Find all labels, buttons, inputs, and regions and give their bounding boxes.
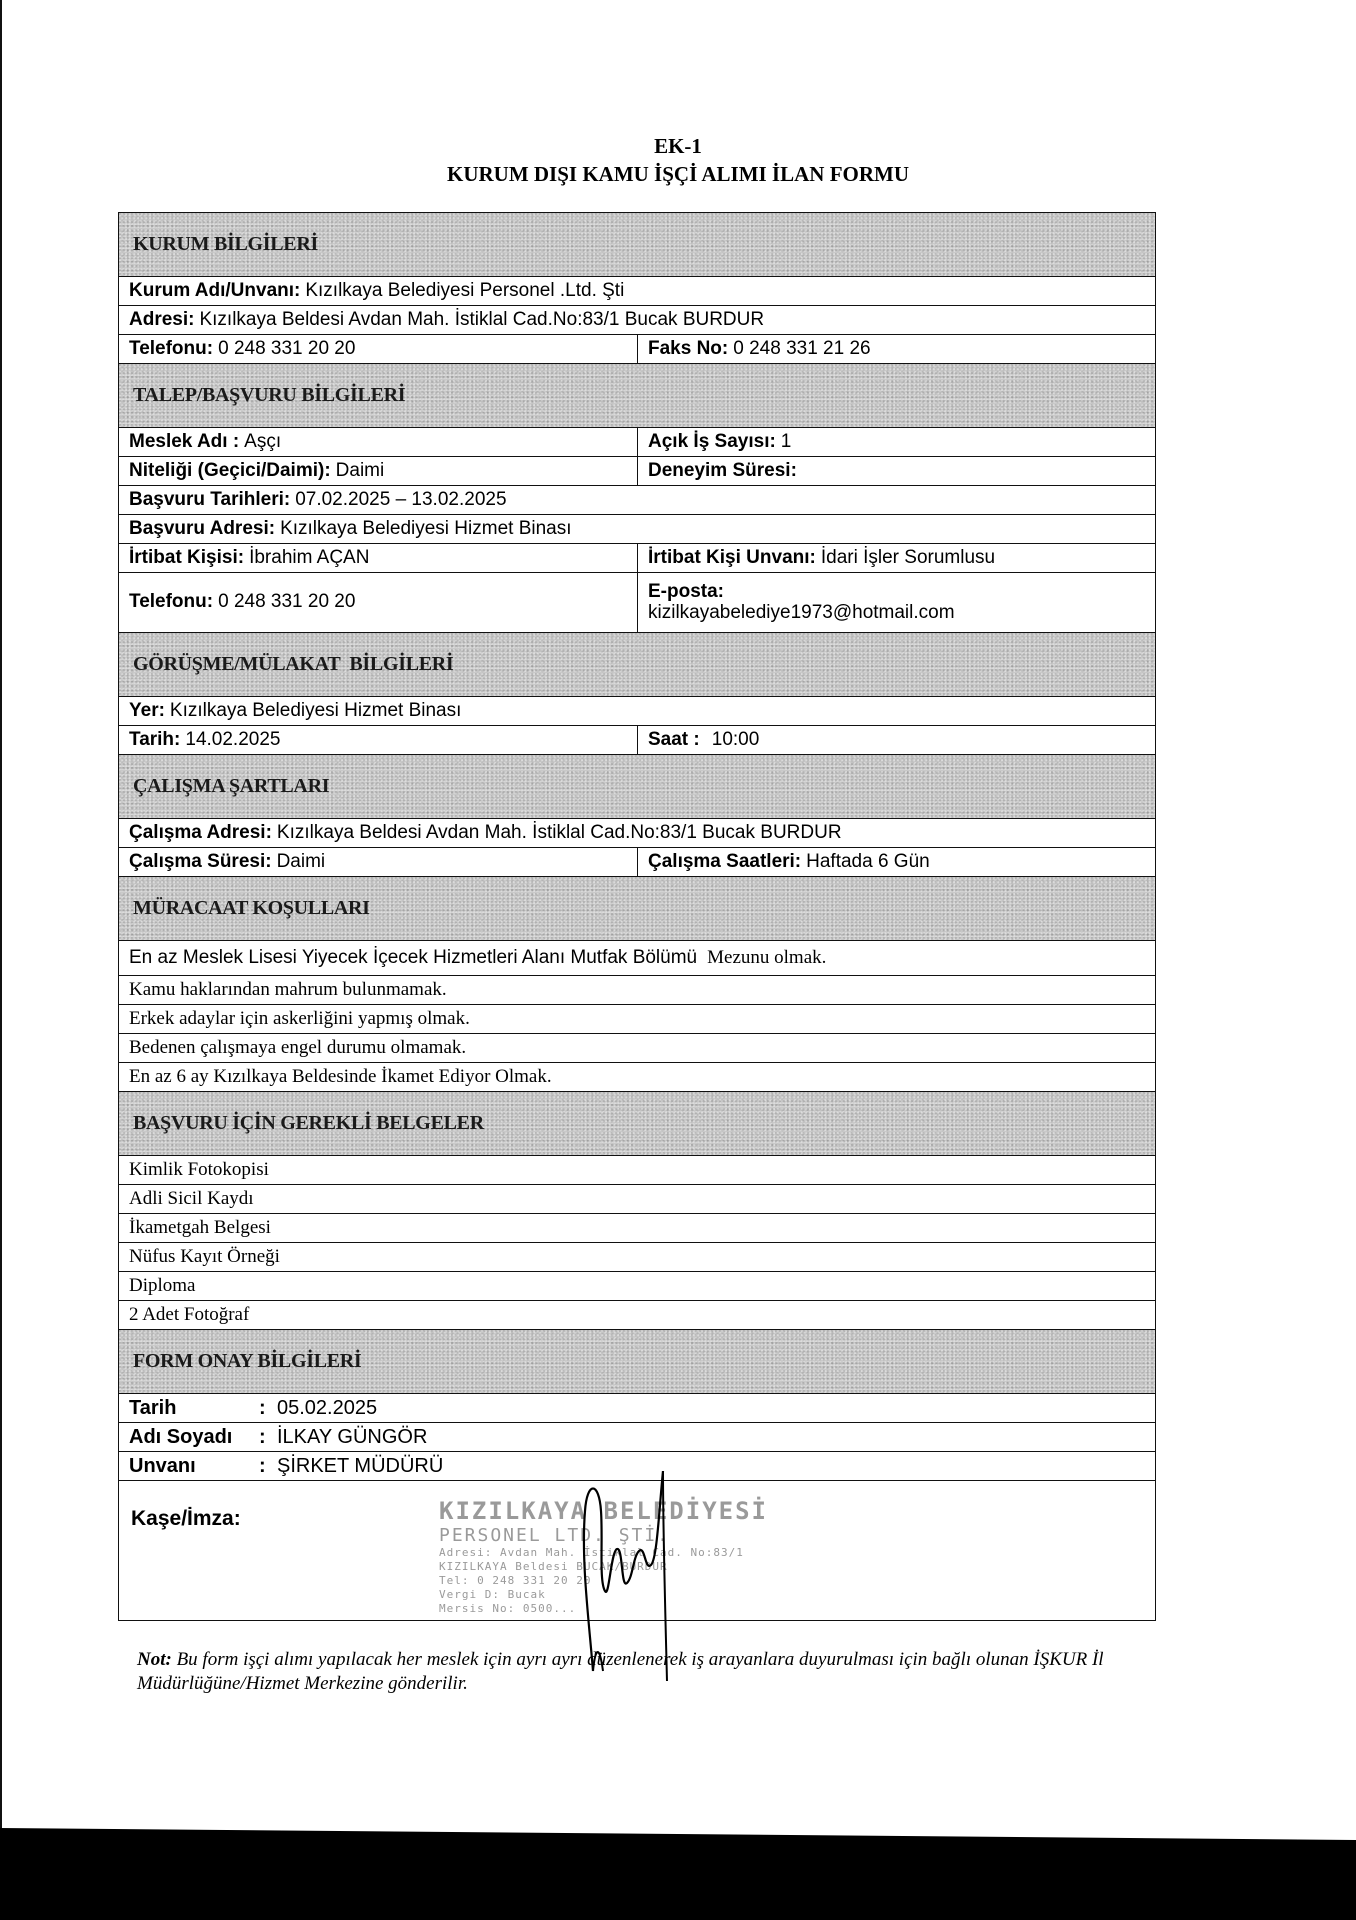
approval-date-colon: : [259, 1397, 266, 1419]
kurum-name-value: Kızılkaya Belediyesi Personel .Ltd. Şti [305, 279, 625, 301]
condition-item [119, 1005, 1155, 1034]
interview-time-value: 10:00 [711, 728, 760, 750]
footer-note [137, 1648, 1197, 1696]
condition-item [119, 941, 1155, 976]
kurum-address-label: Adresi: [129, 308, 195, 330]
job-posting-form [118, 212, 1156, 1621]
condition-text: Bedenen çalışmaya engel durumu olmamak. [129, 1036, 467, 1058]
email-label: E-posta: [648, 580, 724, 602]
kurum-phone-value: 0 248 331 20 20 [218, 337, 356, 359]
dates-label: Başvuru Tarihleri: [129, 488, 291, 510]
app-address-label: Başvuru Adresi: [129, 517, 276, 539]
interview-place-label: Yer: [129, 699, 165, 721]
condition-item [119, 1063, 1155, 1092]
document-text: Diploma [129, 1274, 196, 1296]
document-item [119, 1243, 1155, 1272]
contact-title-value: İdari İşler Sorumlusu [820, 546, 996, 568]
document-title-block [0, 132, 1356, 188]
scan-bottom-margin [0, 1828, 1356, 1920]
section-header-talep: TALEP/BAŞVURU BİLGİLERİ [119, 364, 1155, 428]
row-interview-datetime [119, 726, 1155, 755]
document-text: 2 Adet Fotoğraf [129, 1303, 250, 1325]
work-duration-value: Daimi [276, 850, 326, 872]
approver-name-colon: : [259, 1426, 266, 1448]
condition-item [119, 1034, 1155, 1063]
section-header-muracaat: MÜRACAAT KOŞULLARI [119, 877, 1155, 941]
condition-item [119, 976, 1155, 1005]
interview-time-label: Saat : [648, 728, 700, 750]
scan-page-edge [0, 0, 2, 1840]
row-profession [119, 428, 1155, 457]
document-text: İkametgah Belgesi [129, 1216, 271, 1238]
section-header-calisma: ÇALIŞMA ŞARTLARI [119, 755, 1155, 819]
row-kurum-name [119, 277, 1155, 306]
app-address-value: Kızılkaya Belediyesi Hizmet Binası [280, 517, 572, 539]
row-work-duration-hours [119, 848, 1155, 877]
profession-value: Aşçı [244, 430, 282, 452]
condition-text: Erkek adaylar için askerliğini yapmış olmak. [129, 1007, 470, 1029]
talep-phone-value: 0 248 331 20 20 [218, 591, 356, 613]
kurum-address-value: Kızılkaya Beldesi Avdan Mah. İstiklal Cad.No:83/1 Bucak BURDUR [199, 308, 765, 330]
document-item [119, 1272, 1155, 1301]
section-header-gorusme: GÖRÜŞME/MÜLAKAT BİLGİLERİ [119, 633, 1155, 697]
stamp-signature-label: Kaşe/İmza: [131, 1507, 241, 1530]
note-text: Bu form işçi alımı yapılacak her meslek için ayrı ayrı düzenlenerek iş arayanlara duyurulması için bağlı olunan İŞKUR İl Müdürlüğüne/Hizmet Merkezine gönderilir. [137, 1649, 1104, 1694]
condition-text: En az Meslek Lisesi Yiyecek İçecek Hizmetleri Alanı Mutfak Bölümü [129, 946, 698, 968]
document-text: Nüfus Kayıt Örneği [129, 1245, 280, 1267]
approver-name-label: Adı Soyadı [129, 1426, 233, 1448]
section-header-onay: FORM ONAY BİLGİLERİ [119, 1330, 1155, 1394]
condition-text: En az 6 ay Kızılkaya Beldesinde İkamet Ediyor Olmak. [129, 1065, 552, 1087]
kurum-phone-label: Telefonu: [129, 337, 214, 359]
row-kurum-phone-fax [119, 335, 1155, 364]
company-stamp: KIZILKAYA BELEDİYESİ PERSONEL LTD. ŞTİ. Adresi: Avdan Mah. İstiklal Cad. No:83/1 KIZILKAYA Beldesi BUCAK/BURDUR Tel: 0 248 331 20 20 Vergi D: Bucak Mersis No: 0500... [439, 1497, 768, 1615]
row-interview-place [119, 697, 1155, 726]
row-work-address [119, 819, 1155, 848]
interview-date-value: 14.02.2025 [185, 728, 281, 750]
dates-value: 07.02.2025 – 13.02.2025 [295, 488, 507, 510]
document-text: Kimlik Fotokopisi [129, 1158, 269, 1180]
condition-tail: Mezunu olmak. [707, 946, 827, 968]
work-duration-label: Çalışma Süresi: [129, 850, 272, 872]
work-hours-value: Haftada 6 Gün [806, 850, 930, 872]
work-address-label: Çalışma Adresi: [129, 821, 272, 843]
approver-name-value: İLKAY GÜNGÖR [277, 1426, 428, 1448]
nature-value: Daimi [335, 459, 385, 481]
approval-date-value: 05.02.2025 [277, 1397, 378, 1419]
profession-label: Meslek Adı : [129, 430, 240, 452]
work-hours-label: Çalışma Saatleri: [648, 850, 802, 872]
approver-title-value: ŞİRKET MÜDÜRÜ [277, 1455, 444, 1477]
section-header-kurum: KURUM BİLGİLERİ [119, 213, 1155, 277]
row-application-address [119, 515, 1155, 544]
kurum-name-label: Kurum Adı/Unvanı: [129, 279, 301, 301]
work-address-value: Kızılkaya Beldesi Avdan Mah. İstiklal Cad.No:83/1 Bucak BURDUR [276, 821, 842, 843]
kurum-fax-value: 0 248 331 21 26 [733, 337, 871, 359]
document-title: KURUM DIŞI KAMU İŞÇİ ALIMI İLAN FORMU [446, 162, 910, 186]
approver-title-colon: : [259, 1455, 266, 1477]
row-approval-date [119, 1394, 1155, 1423]
row-phone-email [119, 573, 1155, 633]
nature-label: Niteliği (Geçici/Daimi): [129, 459, 331, 481]
row-contact [119, 544, 1155, 573]
document-item [119, 1156, 1155, 1185]
email-link[interactable]: kizilkayabelediye1973@hotmail.com [648, 601, 955, 623]
interview-date-label: Tarih: [129, 728, 181, 750]
row-kurum-address [119, 306, 1155, 335]
condition-text: Kamu haklarından mahrum bulunmamak. [129, 978, 447, 1000]
note-label: Not: [137, 1649, 172, 1670]
interview-place-value: Kızılkaya Belediyesi Hizmet Binası [169, 699, 462, 721]
row-nature [119, 457, 1155, 486]
row-stamp-signature [119, 1481, 1155, 1620]
row-application-dates [119, 486, 1155, 515]
section-header-belgeler: BAŞVURU İÇİN GEREKLİ BELGELER [119, 1092, 1155, 1156]
row-approver-name [119, 1423, 1155, 1452]
document-text: Adli Sicil Kaydı [129, 1187, 254, 1209]
annex-label: EK-1 [654, 134, 702, 158]
experience-label: Deneyim Süresi: [648, 459, 797, 481]
approval-date-label: Tarih [129, 1397, 177, 1419]
contact-value: İbrahim AÇAN [249, 546, 370, 568]
contact-title-label: İrtibat Kişi Unvanı: [648, 546, 816, 568]
talep-phone-label: Telefonu: [129, 591, 214, 613]
openings-label: Açık İş Sayısı: [648, 430, 776, 452]
kurum-fax-label: Faks No: [648, 337, 729, 359]
approver-title-label: Unvanı [129, 1455, 196, 1477]
document-item [119, 1214, 1155, 1243]
document-item [119, 1301, 1155, 1330]
contact-label: İrtibat Kişisi: [129, 546, 245, 568]
openings-value: 1 [780, 430, 792, 452]
document-item [119, 1185, 1155, 1214]
